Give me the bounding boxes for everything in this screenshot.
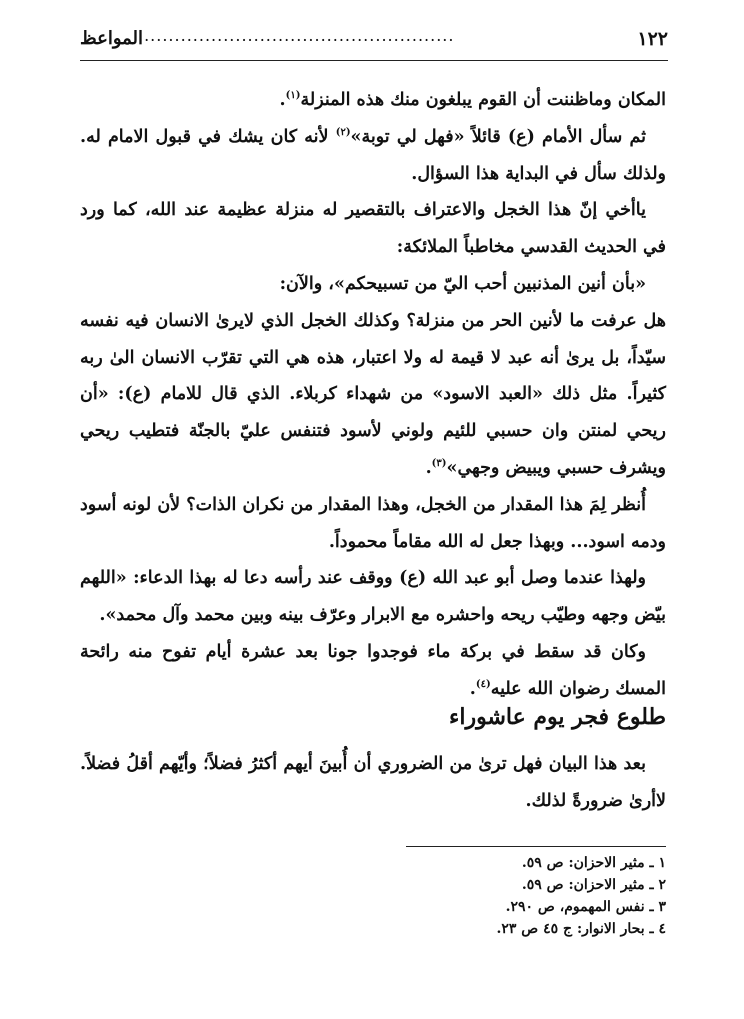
- section-heading: طلوع فجر يوم عاشوراء: [449, 704, 666, 730]
- footnotes-list: [300, 852, 666, 940]
- paragraph-tail: .: [279, 90, 286, 110]
- header-dot-leader: ....................................................: [138, 26, 455, 45]
- paragraph: [80, 82, 666, 119]
- footnote-ref: (٢): [335, 126, 351, 138]
- paragraph: [80, 560, 666, 634]
- paragraph-text: ياأخي إنّ هذا الخجل والاعتراف بالتقصير له منزلة عظيمة عند الله، كما ورد في الحديث القدسي مخاطباً الملائكة:: [80, 200, 666, 258]
- paragraph: [80, 487, 666, 561]
- paragraph: [80, 634, 666, 708]
- paragraph: [80, 266, 666, 303]
- paragraph-text: ولهذا عندما وصل أبو عبد الله (ع) ووقف عند رأسه دعا له بهذا الدعاء: «اللهم بيّض وجهه وطيّب ريحه واحشره مع الابرار وعرّف بينه وبين محمد وآل محمد».: [80, 568, 666, 626]
- footnote: ٢ ـ مثير الاحزان: ص ٥٩.: [521, 877, 666, 893]
- section-text: [80, 746, 666, 820]
- footnote: ١ ـ مثير الاحزان: ص ٥٩.: [521, 855, 666, 871]
- footnote-ref: (٣): [431, 458, 447, 470]
- paragraph-text: هل عرفت ما لأنين الحر من منزلة؟ وكذلك الخجل الذي لايرىٰ الانسان فيه نفسه سيّداً، بل يرىٰ أنه عبد لا قيمة له ولا اعتبار، هذه هي التي تقرّب الانسان الىٰ ربه كثيراً. مثل ذلك «العبد الاسود» من شهداء كربلاء. الذي قال للامام (ع): «أن ريحي لمنتن وان حسبي للئيم ولوني لأسود فتنفس عليّ بالجنّة فتطيب ريحي ويشرف حسبي ويبيض وجهي»: [80, 310, 666, 478]
- paragraph: [80, 192, 666, 266]
- paragraph-text: ثم سأل الأمام (ع) قائلاً «فهل لي توبة»: [350, 126, 646, 147]
- paragraph-text: أُنظر لِمَ هذا المقدار من الخجل، وهذا المقدار من نكران الذات؟ لأن لونه أسود ودمه اسود... وبهذا جعل له الله مقاماً محموداً.: [80, 494, 666, 552]
- footnote: ٣ ـ نفس المهموم، ص ٢٩٠.: [505, 899, 666, 915]
- main-text: [80, 82, 666, 708]
- paragraph: [80, 303, 666, 487]
- footnote-divider: [406, 846, 666, 847]
- page-header: [80, 24, 668, 61]
- paragraph-tail: .: [469, 678, 476, 699]
- running-title: المواعظ: [80, 28, 144, 49]
- page-number: ١٢٢: [637, 28, 668, 50]
- footnote: ٤ ـ بحار الانوار: ج ٤٥ ص ٢٣.: [496, 921, 666, 937]
- paragraph-tail: لأنه كان يشك في قبول الامام له. ولذلك سأل في البداية هذا السؤال.: [80, 126, 666, 184]
- paragraph: بعد هذا البيان فهل ترىٰ من الضروري أن أُبينَ أيهم أكثرُ فضلاً؛ وأيّهم أقلُ فضلاً. لاأرىٰ ضرورةً لذلك.: [80, 754, 666, 811]
- paragraph-text: وكان قد سقط في بركة ماء فوجدوا جونا بعد عشرة أيام تفوح منه رائحة المسك رضوان الله عليه: [80, 641, 666, 699]
- footnote-ref: (٤): [475, 678, 491, 690]
- paragraph: [80, 119, 666, 193]
- paragraph-text: المكان وماظننت أن القوم يبلغون منك هذه المنزلة: [300, 90, 666, 110]
- paragraph-text: «بأن أنين المذنبين أحب اليّ من تسبيحكم»، والآن:: [279, 273, 646, 294]
- footnote-ref: (١): [285, 90, 301, 102]
- paragraph-tail: .: [425, 457, 432, 478]
